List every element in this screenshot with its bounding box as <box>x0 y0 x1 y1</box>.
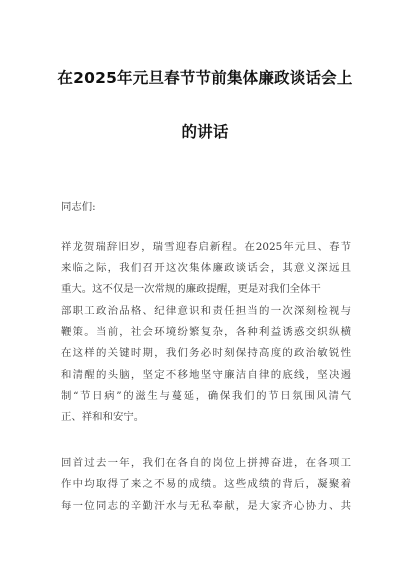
paragraph-line: 重大。这不仅是一次常规的廉政提醒，更是对我们全体干 <box>61 283 321 295</box>
paragraph-line: 部职工政治品格、纪律意识和责任担当的一次深刻检视与 <box>61 305 351 317</box>
paragraph-line: 和清醒的头脑，坚定不移地坚守廉洁自律的底线，坚决遏 <box>61 369 351 381</box>
paragraph-line: 制“节日病”的滋生与蔓延，确保我们的节日氛围风清气 <box>61 390 351 402</box>
paragraph-line: 每一位同志的辛勤汗水与无私奉献，是大家齐心协力、共 <box>61 500 351 512</box>
paragraph-line: 回首过去一年，我们在各自的岗位上拼搏奋进，在各项工 <box>61 457 351 469</box>
salutation: 同志们: <box>61 201 96 213</box>
paragraph-line: 鞭策。当前，社会环境纷繁复杂，各种利益诱惑交织纵横 <box>61 326 351 338</box>
document-title-line-2: 的讲话 <box>181 123 229 141</box>
paragraph-line: 祥龙贺瑞辞旧岁，瑞雪迎春启新程。在2025年元旦、春节 <box>61 241 351 253</box>
paragraph-line: 来临之际，我们召开这次集体廉政谈话会，其意义深远且 <box>61 262 351 274</box>
paragraph-line: 正、祥和和安宁。 <box>61 411 145 423</box>
document-title-line-1: 在2025年元旦春节节前集体廉政谈话会上 <box>57 69 353 87</box>
paragraph-line: 在这样的关键时期，我们务必时刻保持高度的政治敏锐性 <box>61 347 351 359</box>
paragraph-line: 作中均取得了来之不易的成绩。这些成绩的背后，凝聚着 <box>61 478 351 490</box>
